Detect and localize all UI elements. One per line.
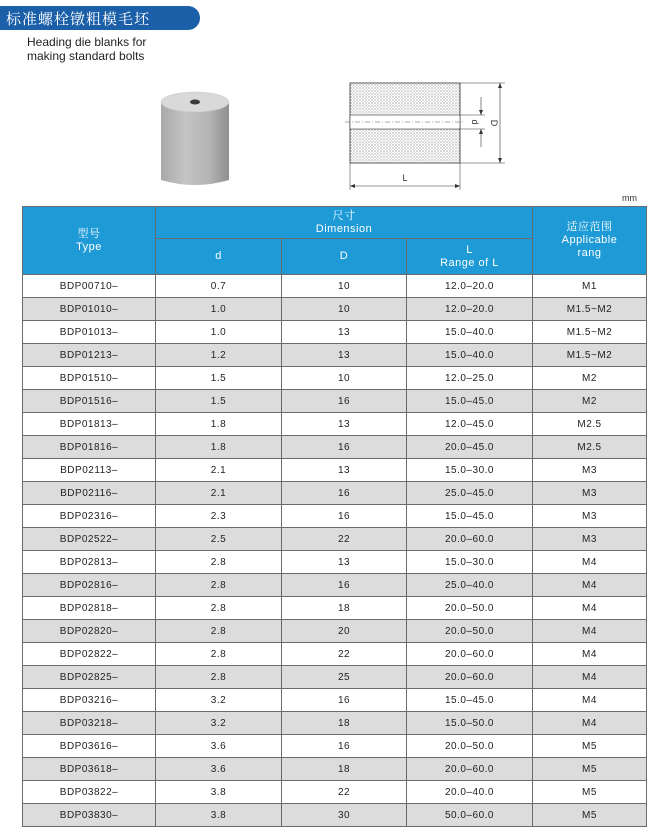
subtitle xyxy=(27,35,146,63)
cell-type: BDP02113– xyxy=(23,459,156,482)
header-applicable xyxy=(533,207,647,275)
cell-app: M3 xyxy=(533,505,647,528)
cell-app: M3 xyxy=(533,482,647,505)
cell-app: M2.5 xyxy=(533,413,647,436)
cell-type: BDP01516– xyxy=(23,390,156,413)
cell-type: BDP01510– xyxy=(23,367,156,390)
cell-app: M4 xyxy=(533,666,647,689)
cell-d: 3.6 xyxy=(156,758,282,781)
cell-d: 1.5 xyxy=(156,390,282,413)
cell-D: 16 xyxy=(282,735,407,758)
cell-D: 10 xyxy=(282,275,407,298)
cell-d: 2.8 xyxy=(156,666,282,689)
cell-D: 16 xyxy=(282,505,407,528)
cell-app: M4 xyxy=(533,597,647,620)
cell-L: 25.0–40.0 xyxy=(407,574,533,597)
cell-app: M5 xyxy=(533,735,647,758)
cell-D: 16 xyxy=(282,390,407,413)
cell-L: 15.0–40.0 xyxy=(407,344,533,367)
table-row xyxy=(23,574,647,597)
cell-app: M3 xyxy=(533,459,647,482)
cell-app: M4 xyxy=(533,689,647,712)
cell-L: 12.0–20.0 xyxy=(407,275,533,298)
header-L-symbol: L xyxy=(466,243,473,256)
cell-L: 12.0–20.0 xyxy=(407,298,533,321)
cell-D: 25 xyxy=(282,666,407,689)
cell-type: BDP01213– xyxy=(23,344,156,367)
table-row xyxy=(23,551,647,574)
technical-drawing xyxy=(335,75,515,195)
cell-type: BDP03216– xyxy=(23,689,156,712)
cell-type: BDP02522– xyxy=(23,528,156,551)
cell-d: 1.2 xyxy=(156,344,282,367)
cell-app: M2.5 xyxy=(533,436,647,459)
table-row xyxy=(23,620,647,643)
cell-d: 3.6 xyxy=(156,735,282,758)
cell-d: 2.1 xyxy=(156,482,282,505)
cell-D: 10 xyxy=(282,298,407,321)
unit-label: mm xyxy=(622,193,637,203)
title-banner xyxy=(0,6,200,30)
cell-L: 15.0–40.0 xyxy=(407,321,533,344)
cell-L: 12.0–25.0 xyxy=(407,367,533,390)
table-row xyxy=(23,482,647,505)
header-dim-cn: 尺寸 xyxy=(332,209,356,222)
cell-d: 0.7 xyxy=(156,275,282,298)
header-dim-en: Dimension xyxy=(315,222,373,235)
header-L-range: Range of L xyxy=(440,256,499,269)
cell-type: BDP03616– xyxy=(23,735,156,758)
cell-app: M2 xyxy=(533,367,647,390)
header-app-cn: 适应范围 xyxy=(566,221,613,233)
cell-d: 3.2 xyxy=(156,712,282,735)
cell-type: BDP02316– xyxy=(23,505,156,528)
cell-d: 1.0 xyxy=(156,321,282,344)
cell-D: 20 xyxy=(282,620,407,643)
cell-app: M4 xyxy=(533,574,647,597)
cell-d: 2.5 xyxy=(156,528,282,551)
cell-D: 13 xyxy=(282,321,407,344)
header-type-cn: 型号 xyxy=(77,227,101,240)
table-row xyxy=(23,781,647,804)
cell-app: M2 xyxy=(533,390,647,413)
cell-d: 2.8 xyxy=(156,597,282,620)
cell-type: BDP01010– xyxy=(23,298,156,321)
cell-d: 2.8 xyxy=(156,643,282,666)
table-row xyxy=(23,413,647,436)
cell-type: BDP01816– xyxy=(23,436,156,459)
cell-d: 2.1 xyxy=(156,459,282,482)
cell-type: BDP02820– xyxy=(23,620,156,643)
table-row xyxy=(23,666,647,689)
cell-D: 16 xyxy=(282,482,407,505)
cell-L: 20.0–50.0 xyxy=(407,620,533,643)
cell-L: 20.0–60.0 xyxy=(407,666,533,689)
table-row xyxy=(23,390,647,413)
cell-L: 20.0–40.0 xyxy=(407,781,533,804)
cell-type: BDP01813– xyxy=(23,413,156,436)
cell-L: 15.0–30.0 xyxy=(407,551,533,574)
cell-D: 22 xyxy=(282,528,407,551)
cell-L: 20.0–45.0 xyxy=(407,436,533,459)
cell-L: 15.0–45.0 xyxy=(407,689,533,712)
table-row xyxy=(23,689,647,712)
cell-L: 12.0–45.0 xyxy=(407,413,533,436)
table-row xyxy=(23,298,647,321)
table-row xyxy=(23,758,647,781)
spec-table xyxy=(22,206,647,827)
cell-type: BDP02822– xyxy=(23,643,156,666)
cell-type: BDP03830– xyxy=(23,804,156,827)
cell-L: 15.0–30.0 xyxy=(407,459,533,482)
cell-d: 1.8 xyxy=(156,436,282,459)
cell-L: 15.0–45.0 xyxy=(407,505,533,528)
cell-D: 13 xyxy=(282,344,407,367)
table-row xyxy=(23,804,647,827)
cell-d: 2.3 xyxy=(156,505,282,528)
blank-cylinder-image xyxy=(155,90,235,190)
cell-d: 2.8 xyxy=(156,551,282,574)
cell-L: 20.0–60.0 xyxy=(407,758,533,781)
cell-d: 1.5 xyxy=(156,367,282,390)
cell-D: 16 xyxy=(282,574,407,597)
cell-D: 18 xyxy=(282,758,407,781)
cell-D: 10 xyxy=(282,367,407,390)
cell-d: 2.8 xyxy=(156,574,282,597)
cell-type: BDP00710– xyxy=(23,275,156,298)
header-L xyxy=(407,239,533,275)
cell-type: BDP01013– xyxy=(23,321,156,344)
cell-D: 18 xyxy=(282,712,407,735)
header-type-en: Type xyxy=(76,240,102,253)
cell-type: BDP03218– xyxy=(23,712,156,735)
table-row xyxy=(23,735,647,758)
cell-type: BDP02813– xyxy=(23,551,156,574)
cell-app: M4 xyxy=(533,712,647,735)
header-type xyxy=(23,207,156,275)
cell-D: 22 xyxy=(282,643,407,666)
cell-L: 20.0–50.0 xyxy=(407,735,533,758)
cell-D: 13 xyxy=(282,413,407,436)
subtitle-line-1: Heading die blanks for xyxy=(27,35,147,49)
cell-type: BDP03822– xyxy=(23,781,156,804)
cell-app: M3 xyxy=(533,528,647,551)
cell-app: M4 xyxy=(533,643,647,666)
cell-type: BDP02816– xyxy=(23,574,156,597)
cell-type: BDP02818– xyxy=(23,597,156,620)
cell-d: 2.8 xyxy=(156,620,282,643)
cell-d: 1.8 xyxy=(156,413,282,436)
table-row xyxy=(23,459,647,482)
table-row xyxy=(23,505,647,528)
cell-app: M5 xyxy=(533,781,647,804)
table-row xyxy=(23,321,647,344)
table-row xyxy=(23,712,647,735)
table-row xyxy=(23,344,647,367)
cell-L: 15.0–45.0 xyxy=(407,390,533,413)
cell-d: 3.2 xyxy=(156,689,282,712)
table-row xyxy=(23,597,647,620)
label-L: L xyxy=(402,173,408,183)
table-row xyxy=(23,528,647,551)
cell-app: M1.5~M2 xyxy=(533,298,647,321)
cell-L: 20.0–50.0 xyxy=(407,597,533,620)
cell-D: 30 xyxy=(282,804,407,827)
page-title: 标准螺栓镦粗模毛坯 xyxy=(6,9,151,28)
table-row xyxy=(23,367,647,390)
cell-type: BDP02116– xyxy=(23,482,156,505)
cell-type: BDP03618– xyxy=(23,758,156,781)
cell-app: M1.5~M2 xyxy=(533,321,647,344)
cell-d: 1.0 xyxy=(156,298,282,321)
cell-type: BDP02825– xyxy=(23,666,156,689)
header-d: d xyxy=(156,239,282,275)
cell-app: M4 xyxy=(533,551,647,574)
cell-L: 20.0–60.0 xyxy=(407,528,533,551)
cell-L: 20.0–60.0 xyxy=(407,643,533,666)
label-d: d xyxy=(470,119,480,125)
cell-L: 25.0–45.0 xyxy=(407,482,533,505)
header-app-en2: rang xyxy=(577,247,602,259)
cell-d: 3.8 xyxy=(156,781,282,804)
cell-app: M1 xyxy=(533,275,647,298)
cell-app: M1.5~M2 xyxy=(533,344,647,367)
cell-app: M4 xyxy=(533,620,647,643)
cell-D: 16 xyxy=(282,689,407,712)
cell-D: 13 xyxy=(282,551,407,574)
subtitle-line-2: making standard bolts xyxy=(27,49,145,63)
label-D: D xyxy=(489,119,499,127)
cell-D: 22 xyxy=(282,781,407,804)
header-D: D xyxy=(282,239,407,275)
cell-app: M5 xyxy=(533,804,647,827)
cell-d: 3.8 xyxy=(156,804,282,827)
cell-app: M5 xyxy=(533,758,647,781)
header-dimension xyxy=(156,207,533,239)
table-row xyxy=(23,643,647,666)
header-app-en1: Applicable xyxy=(561,234,618,246)
cell-D: 13 xyxy=(282,459,407,482)
cell-L: 15.0–50.0 xyxy=(407,712,533,735)
table-row xyxy=(23,436,647,459)
table-body xyxy=(23,275,647,827)
table-row xyxy=(23,275,647,298)
cell-D: 16 xyxy=(282,436,407,459)
cell-D: 18 xyxy=(282,597,407,620)
cell-L: 50.0–60.0 xyxy=(407,804,533,827)
